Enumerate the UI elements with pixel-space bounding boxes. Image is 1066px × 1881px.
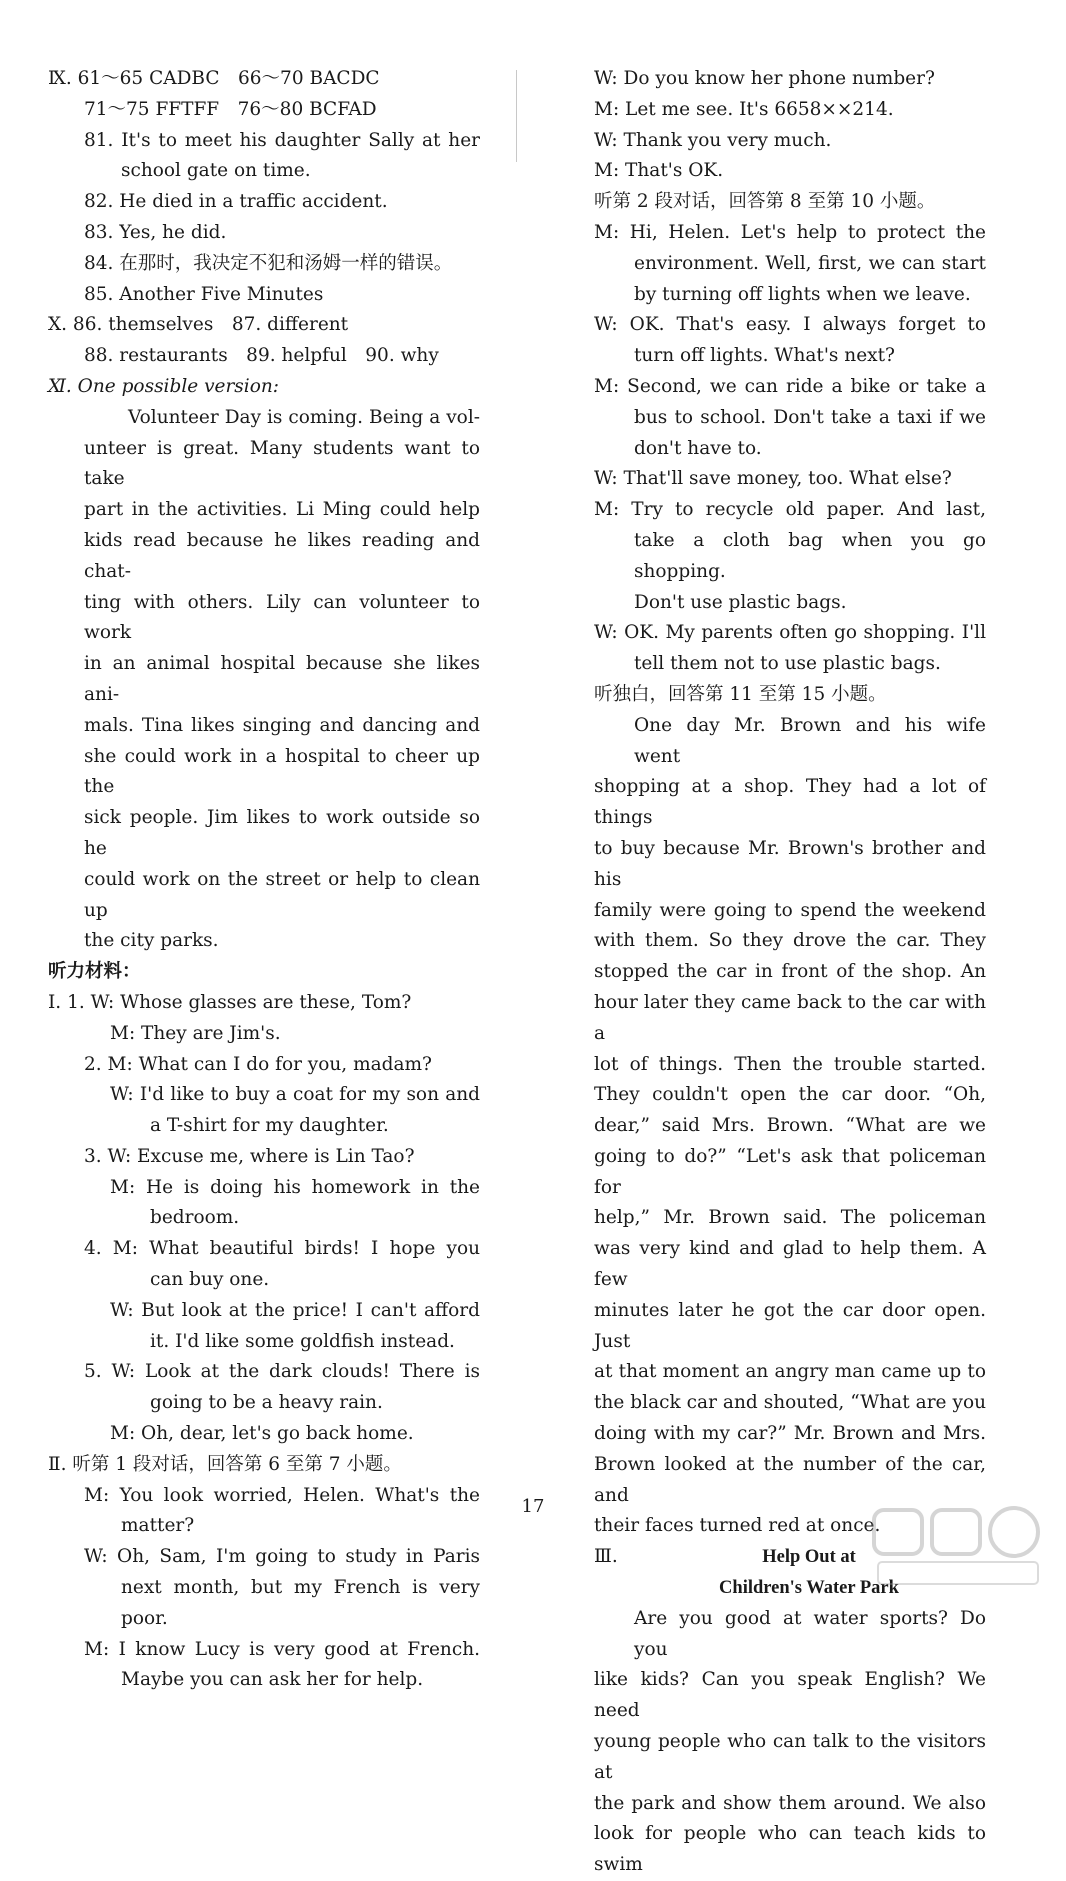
watermark-logo <box>868 1504 1048 1590</box>
text-line: M: He is doing his homework in the <box>110 1176 480 1198</box>
section-3-marker: Ⅲ. <box>594 1546 618 1568</box>
text-line: unteer is great. Many students want to take <box>84 437 480 490</box>
text-line: 81. It's to meet his daughter Sally at her <box>84 129 480 151</box>
text-line: Maybe you can ask her for help. <box>121 1669 424 1691</box>
text-line: could work on the street or help to clean up <box>84 868 480 921</box>
text-line: hour later they came back to the car with a <box>594 991 986 1044</box>
text-line: take a cloth bag when you go shopping. <box>634 529 986 582</box>
text-line: going to do?” “Let's ask that policeman for <box>594 1145 986 1198</box>
text-line: 84. 在那时，我决定不犯和汤姆一样的错误。 <box>84 252 453 274</box>
text-line: the city parks. <box>84 930 219 952</box>
text-line: at that moment an angry man came up to <box>594 1361 986 1383</box>
text-line: W: Do you know her phone number? <box>594 68 935 89</box>
text-line: stopped the car in front of the shop. An <box>594 961 986 983</box>
text-line: One day Mr. Brown and his wife went <box>634 714 986 767</box>
text-line: M: Hi, Helen. Let's help to protect the <box>594 221 986 243</box>
text-line: Ⅹ. 86. themselves 87. different <box>48 314 349 336</box>
text-line: family were going to spend the weekend <box>594 899 986 921</box>
text-line: doing with my car?” Mr. Brown and Mrs. <box>594 1423 986 1445</box>
text-line: school gate on time. <box>121 160 311 182</box>
text-line: next month, but my French is very <box>121 1577 480 1599</box>
text-line: W: Thank you very much. <box>594 129 832 151</box>
text-line: look for people who can teach kids to swim <box>594 1823 986 1876</box>
text-line: Are you good at water sports? Do you <box>634 1607 986 1660</box>
text-line: can buy one. <box>150 1269 270 1291</box>
text-line: M: Oh, dear, let's go back home. <box>110 1423 414 1445</box>
text-line: Volunteer Day is coming. Being a vol- <box>128 406 480 428</box>
text-line: 听独白，回答第 11 至第 15 小题。 <box>594 683 887 705</box>
left-column <box>48 64 480 1696</box>
text-line: 83. Yes, he did. <box>84 221 227 243</box>
section-3-title-line-1: Help Out at <box>762 1547 856 1568</box>
text-line: 2. M: What can I do for you, madam? <box>84 1053 432 1075</box>
text-line: the park and show them around. We also <box>594 1792 986 1814</box>
text-line: shopping at a shop. They had a lot of things <box>594 776 986 829</box>
text-line: 听力材料： <box>48 961 141 983</box>
column-divider <box>516 70 517 162</box>
text-line: ting with others. Lily can volunteer to work <box>84 591 480 644</box>
text-line: M: Let me see. It's 6658××214. <box>594 98 894 120</box>
text-line: don't have to. <box>634 437 762 459</box>
text-line: by turning off lights when we leave. <box>634 283 971 305</box>
text-line: minutes later he got the car door open. Just <box>594 1299 986 1352</box>
text-line: Ⅸ. 61～65 CADBC 66～70 BACDC <box>48 68 380 89</box>
text-line: part in the activities. Li Ming could help <box>84 499 480 521</box>
text-line: in an animal hospital because she likes ani- <box>84 653 480 705</box>
text-line: Ⅰ. 1. W: Whose glasses are these, Tom? <box>48 991 412 1013</box>
text-line: 听第 2 段对话，回答第 8 至第 10 小题。 <box>594 191 936 213</box>
text-line: to buy because Mr. Brown's brother and his <box>594 837 986 890</box>
section-3-title-line-2: Children's Water Park <box>719 1578 899 1599</box>
text-line: with them. So they drove the car. They <box>594 930 986 952</box>
text-line: Ⅺ. One possible version: <box>48 375 280 397</box>
text-line: Ⅱ. 听第 1 段对话，回答第 6 至第 7 小题。 <box>48 1453 402 1475</box>
text-line: W: That'll save money, too. What else? <box>594 468 952 490</box>
text-line: 4. M: What beautiful birds! I hope you <box>84 1238 480 1260</box>
text-line: matter? <box>121 1515 195 1537</box>
text-line: bus to school. Don't take a taxi if we <box>634 406 986 428</box>
text-line: like kids? Can you speak English? We need <box>594 1669 986 1722</box>
text-line: kids read because he likes reading and chat- <box>84 529 480 582</box>
text-line: help,” Mr. Brown said. The policeman <box>594 1207 986 1229</box>
text-line: 5. W: Look at the dark clouds! There is <box>84 1361 480 1383</box>
right-column <box>594 64 986 1881</box>
text-line: tell them not to use plastic bags. <box>634 653 941 675</box>
text-line: M: Try to recycle old paper. And last, <box>594 499 986 521</box>
text-line: turn off lights. What's next? <box>634 345 895 367</box>
text-line: lot of things. Then the trouble started. <box>594 1053 986 1075</box>
text-line: W: OK. That's easy. I always forget to <box>594 314 986 336</box>
text-line: W: But look at the price! I can't afford <box>110 1299 480 1321</box>
text-line: it. I'd like some goldfish instead. <box>150 1330 455 1352</box>
text-line: 3. W: Excuse me, where is Lin Tao? <box>84 1145 415 1167</box>
text-line: M: You look worried, Helen. What's the <box>84 1484 480 1506</box>
text-line: she could work in a hospital to cheer up the <box>84 745 480 798</box>
text-line: M: I know Lucy is very good at French. <box>84 1638 480 1660</box>
text-line: young people who can talk to the visitors at <box>594 1731 986 1783</box>
text-line: environment. Well, first, we can start <box>634 252 986 274</box>
text-line: was very kind and glad to help them. A few <box>594 1238 986 1291</box>
text-line: 71～75 FFTFF 76～80 BCFAD <box>84 98 377 120</box>
page-number: 17 <box>521 1496 545 1517</box>
text-line: mals. Tina likes singing and dancing and <box>84 714 480 736</box>
text-line: They couldn't open the car door. “Oh, <box>594 1084 986 1106</box>
text-line: M: That's OK. <box>594 160 724 182</box>
text-line: Don't use plastic bags. <box>634 591 847 613</box>
section-3-body <box>594 1604 986 1881</box>
text-line: W: I'd like to buy a coat for my son and <box>110 1084 480 1106</box>
text-line: M: They are Jim's. <box>110 1022 281 1044</box>
text-line: Brown looked at the number of the car, and <box>594 1453 986 1506</box>
text-line: poor. <box>121 1607 168 1629</box>
text-line: M: Second, we can ride a bike or take a <box>594 375 986 397</box>
text-line: a T-shirt for my daughter. <box>150 1115 389 1137</box>
text-line: sick people. Jim likes to work outside so he <box>84 807 480 859</box>
text-line: 88. restaurants 89. helpful 90. why <box>84 345 439 367</box>
text-line: 82. He died in a traffic accident. <box>84 191 388 213</box>
text-line: W: Oh, Sam, I'm going to study in Paris <box>84 1546 480 1568</box>
text-line: dear,” said Mrs. Brown. “What are we <box>594 1115 986 1137</box>
text-line: their faces turned red at once. <box>594 1515 881 1537</box>
text-line: 85. Another Five Minutes <box>84 283 324 305</box>
text-line: bedroom. <box>150 1207 240 1229</box>
text-line: going to be a heavy rain. <box>150 1392 383 1414</box>
right-column-body <box>594 64 986 1542</box>
text-line: the black car and shouted, “What are you <box>594 1392 986 1414</box>
text-line: W: OK. My parents often go shopping. I'll <box>594 622 986 644</box>
